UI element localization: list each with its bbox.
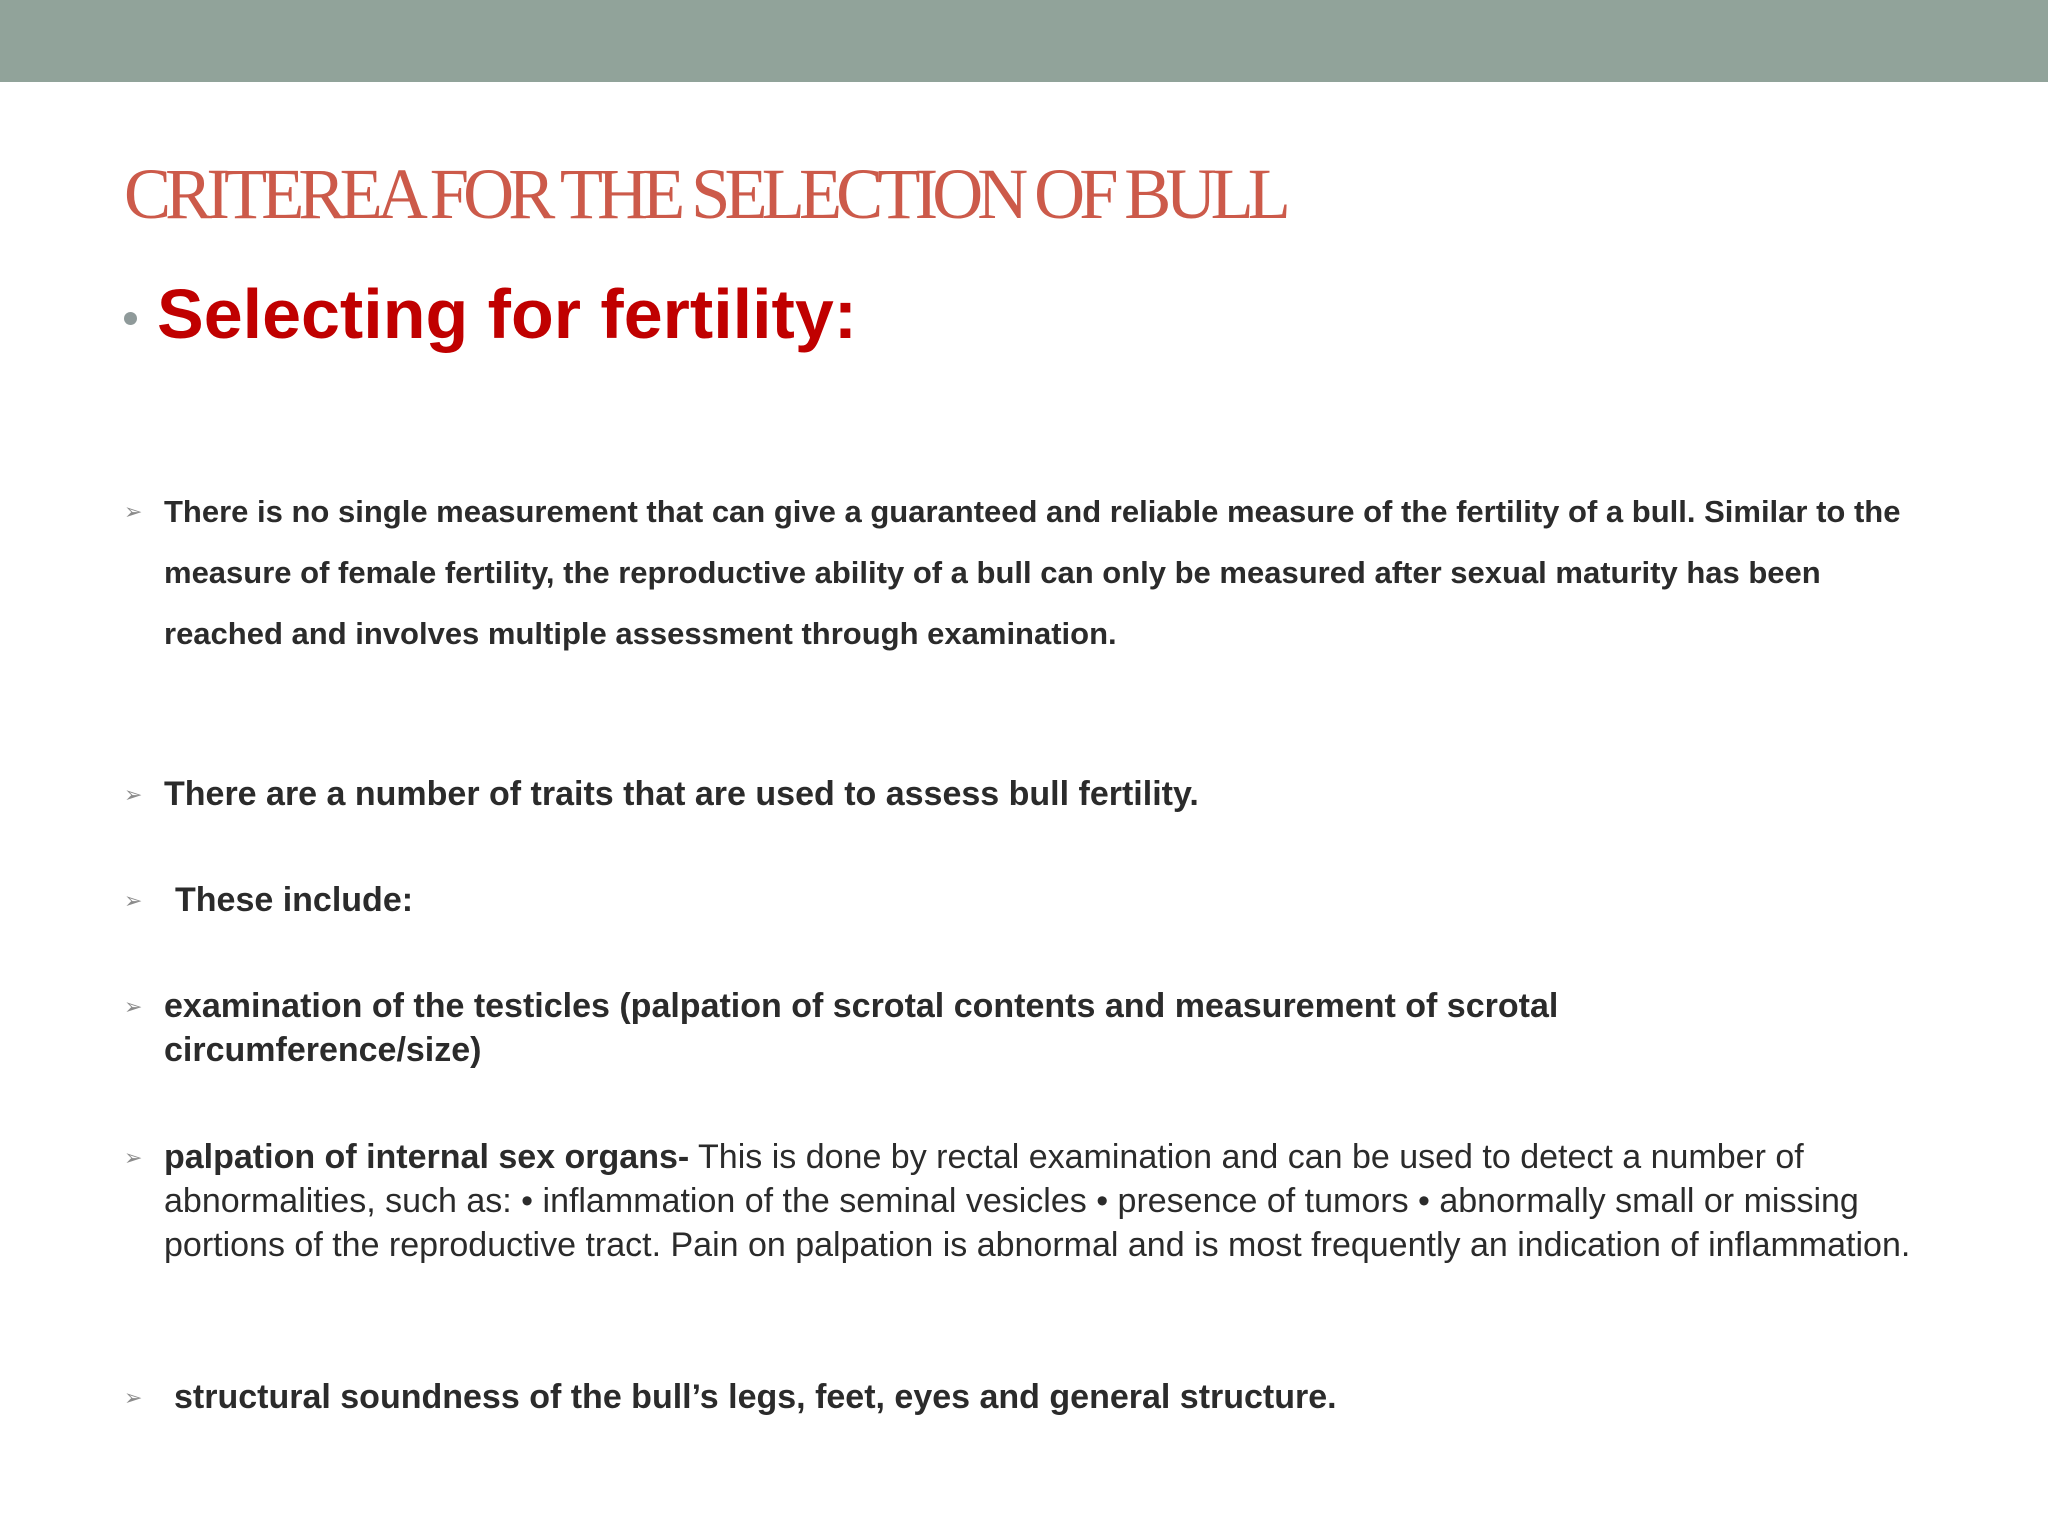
list-item-text: These include: (175, 881, 414, 919)
arrow-bullet-icon: ➢ (124, 888, 143, 913)
main-bullet-text: Selecting for fertility: (157, 275, 858, 353)
list-item-text (164, 1135, 1944, 1267)
top-banner (0, 0, 2048, 82)
arrow-bullet-icon: ➢ (124, 994, 143, 1019)
arrow-bullet-icon: ➢ (124, 782, 143, 807)
list-item-text: There is no single measurement that can give a guaranteed and reliable measure of the fertility of a bull. Similar to the measure of female fertility, the reproductive ability of a bull can only be measured after sexual maturity has been reached and involves multiple assessment through examination. (164, 494, 1901, 651)
list-item-detail: This is done by rectal examination and can be used to detect a number of abnormalities, such as: • inflammation of the seminal vesicles • presence of tumors • abnormally small or missing portions of the reproductive tract. Pain on palpation is abnormal and is most frequently an indication of inflammation. (164, 1138, 1911, 1264)
list-item-text: structural soundness of the bull’s legs, feet, eyes and general structure. (174, 1378, 1337, 1416)
round-bullet-icon (124, 312, 137, 325)
list-item-text: examination of the testicles (palpation of scrotal contents and measurement of scrotal circumference/size) (164, 987, 1559, 1069)
list-item-text: There are a number of traits that are used to assess bull fertility. (164, 775, 1199, 813)
arrow-bullet-icon: ➢ (124, 499, 143, 524)
main-bullet (124, 272, 857, 356)
slide-title: CRITEREA FOR THE SELECTION OF BULL (124, 154, 1286, 234)
arrow-bullet-icon: ➢ (124, 1385, 143, 1410)
arrow-bullet-icon: ➢ (124, 1145, 143, 1170)
list-item-bold-lead: palpation of internal sex organs- (164, 1138, 690, 1176)
